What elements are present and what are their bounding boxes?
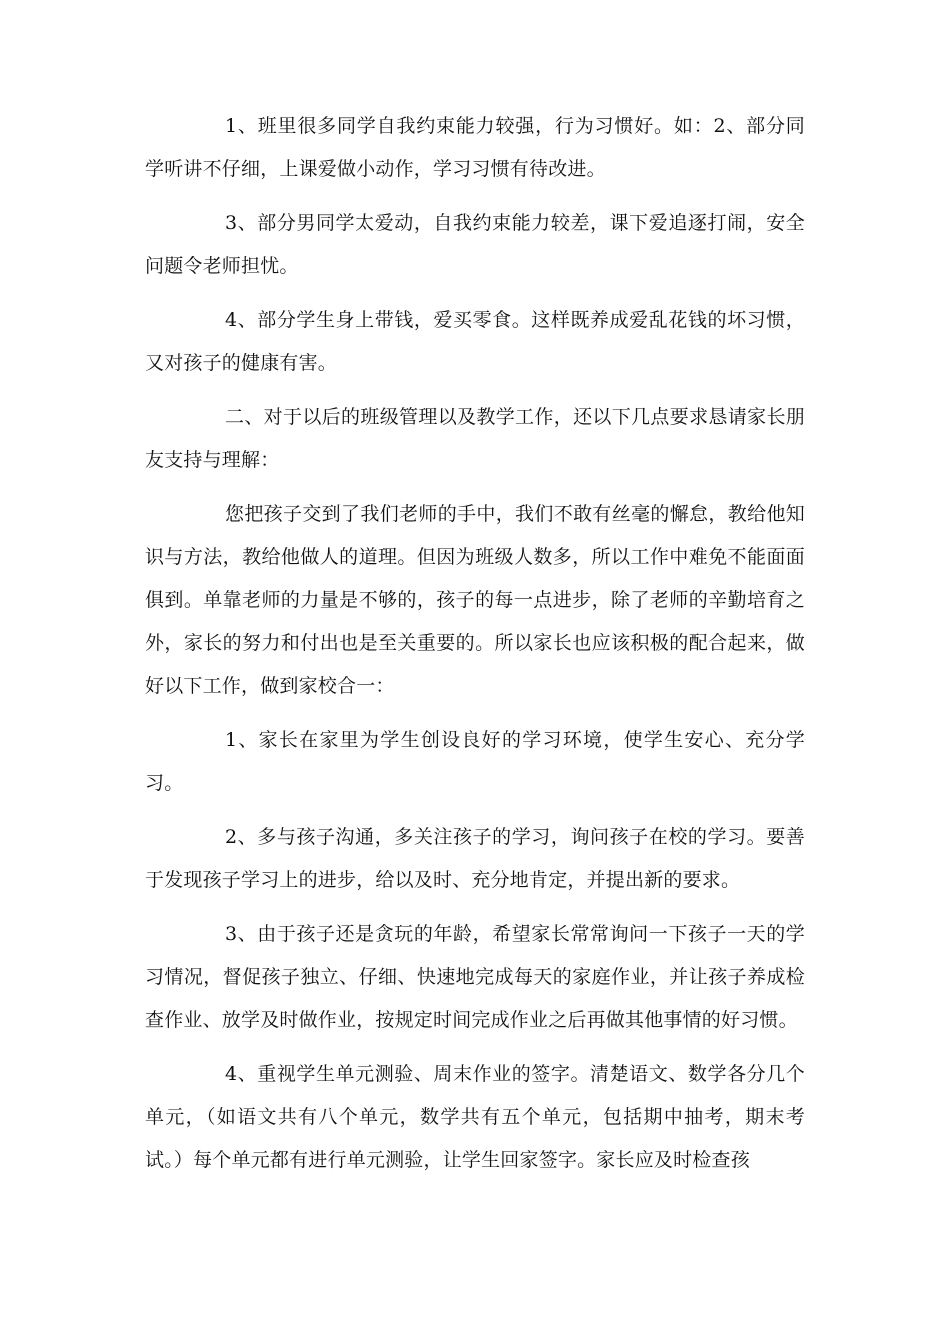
paragraph-parent-cooperation: 您把孩子交到了我们老师的手中，我们不敢有丝毫的懈怠，教给他知识与方法，教给他做人的道理。但因为班级人数多，所以工作中难免不能面面俱到。单靠老师的力量是不够的，孩子的每一点进步，除了老师的辛勤培育之外，家长的努力和付出也是至关重要的。所以家长也应该积极的配合起来，做好以下工作，做到家校合一： bbox=[145, 503, 805, 697]
paragraph-homework-habits: 3、由于孩子还是贪玩的年龄，希望家长常常询问一下孩子一天的学习情况，督促孩子独立、仔细、快速地完成每天的家庭作业，并让孩子养成检查作业、放学及时做作业，按规定时间完成作业之后再做其他事情的好习惯。 bbox=[145, 923, 805, 1031]
paragraph-unit-tests: 4、重视学生单元测验、周末作业的签字。清楚语文、数学各分几个单元，（如语文共有八个单元，数学共有五个单元，包括期中抽考，期末考试。）每个单元都有进行单元测验，让学生回家签字。家长应及时检查孩 bbox=[145, 1063, 805, 1171]
paragraph-communication: 2、多与孩子沟通，多关注孩子的学习，询问孩子在校的学习。要善于发现孩子学习上的进步，给以及时、充分地肯定，并提出新的要求。 bbox=[145, 826, 805, 891]
paragraph-section-two-heading: 二、对于以后的班级管理以及教学工作，还以下几点要求恳请家长朋友支持与理解： bbox=[145, 406, 805, 471]
paragraph-study-environment: 1、家长在家里为学生创设良好的学习环境，使学生安心、充分学习。 bbox=[145, 729, 805, 794]
paragraph-boys-safety: 3、部分男同学太爱动，自我约束能力较差，课下爱追逐打闹，安全问题令老师担忧。 bbox=[145, 212, 805, 277]
document-body bbox=[145, 105, 805, 1193]
paragraph-pocket-money: 4、部分学生身上带钱，爱买零食。这样既养成爱乱花钱的坏习惯，又对孩子的健康有害。 bbox=[145, 309, 805, 374]
paragraph-self-discipline: 1、班里很多同学自我约束能力较强，行为习惯好。如：2、部分同学听讲不仔细，上课爱做小动作，学习习惯有待改进。 bbox=[145, 115, 805, 180]
